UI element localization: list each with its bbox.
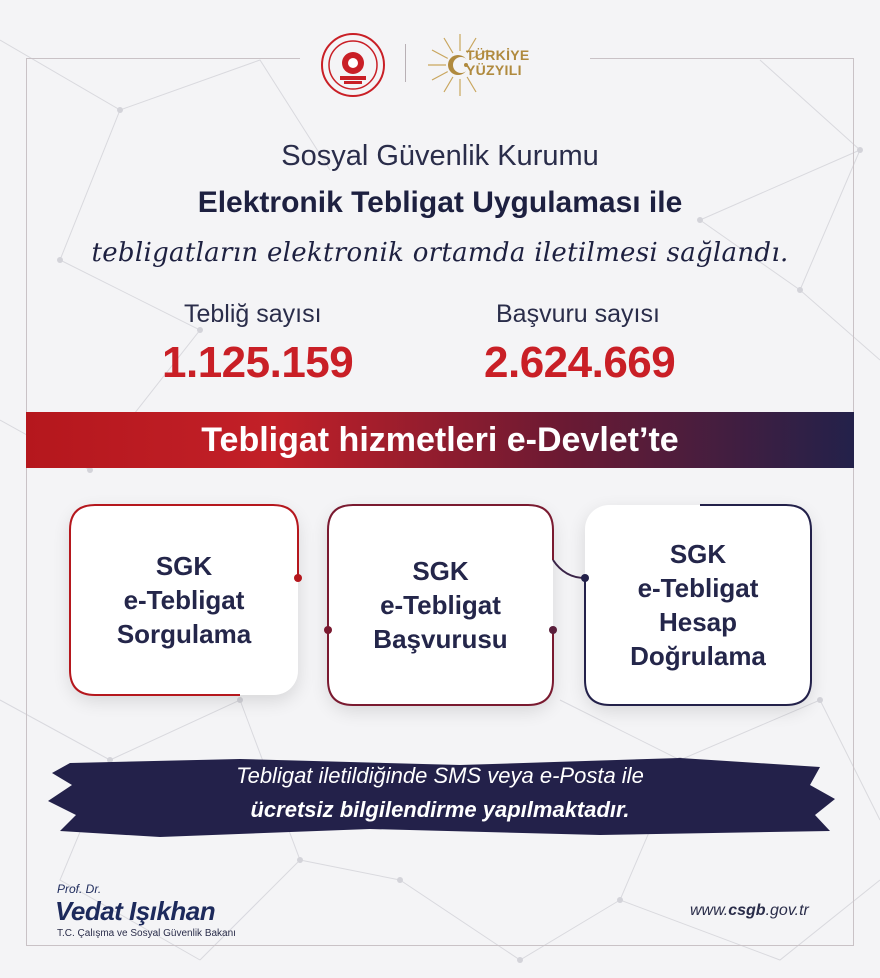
stat-value-basvuru: 2.624.669 <box>484 338 676 387</box>
stat-label-teblig: Tebliğ sayısı <box>184 300 322 328</box>
signature-name: Vedat Işıkhan <box>55 896 216 926</box>
banner-text: Tebligat hizmetleri e-Devlet’te <box>201 421 679 459</box>
website-link[interactable] <box>690 902 809 920</box>
stat-label-basvuru: Başvuru sayısı <box>496 300 660 328</box>
note-line1: Tebligat iletildiğinde SMS veya e-Posta ile <box>236 763 644 788</box>
heading-title: Elektronik Tebligat Uygulaması ile <box>197 186 683 219</box>
heading-institution: Sosyal Güvenlik Kurumu <box>281 140 599 172</box>
ministry-seal-icon <box>320 32 386 98</box>
card-line: SGK <box>155 551 213 581</box>
note-line2: ücretsiz bilgilendirme yapılmaktadır. <box>250 797 630 822</box>
card-line: Sorgulama <box>116 619 252 649</box>
logo-divider <box>405 44 406 82</box>
website-post: .gov.tr <box>765 902 809 919</box>
card-line: SGK <box>669 539 727 569</box>
signature-title: T.C. Çalışma ve Sosyal Güvenlik Bakanı <box>57 928 236 939</box>
website-bold: csgb <box>728 902 766 919</box>
heading-subtitle: tebligatların elektronik ortamda iletilmesi sağlandı. <box>91 238 789 268</box>
edevlet-banner <box>26 412 854 468</box>
turkiye-yuzyili-text <box>466 48 530 78</box>
card-line: e-Tebligat <box>637 573 759 603</box>
card-hesap-dogrulama[interactable] <box>585 505 811 705</box>
card-line: Başvurusu <box>373 624 508 654</box>
website-pre: www. <box>690 902 729 919</box>
card-sorgulama[interactable] <box>70 505 298 695</box>
card-line: e-Tebligat <box>123 585 245 615</box>
signature-prefix: Prof. Dr. <box>57 882 102 896</box>
yuzyili-text: YÜZYILI <box>466 62 522 78</box>
card-line: Doğrulama <box>630 641 766 671</box>
stat-value-teblig: 1.125.159 <box>162 338 354 387</box>
card-line: e-Tebligat <box>380 590 501 620</box>
turkiye-text: TÜRKİYE <box>466 47 530 63</box>
card-line: Hesap <box>658 607 738 637</box>
card-basvurusu[interactable] <box>328 505 553 705</box>
card-line: SGK <box>412 556 469 586</box>
